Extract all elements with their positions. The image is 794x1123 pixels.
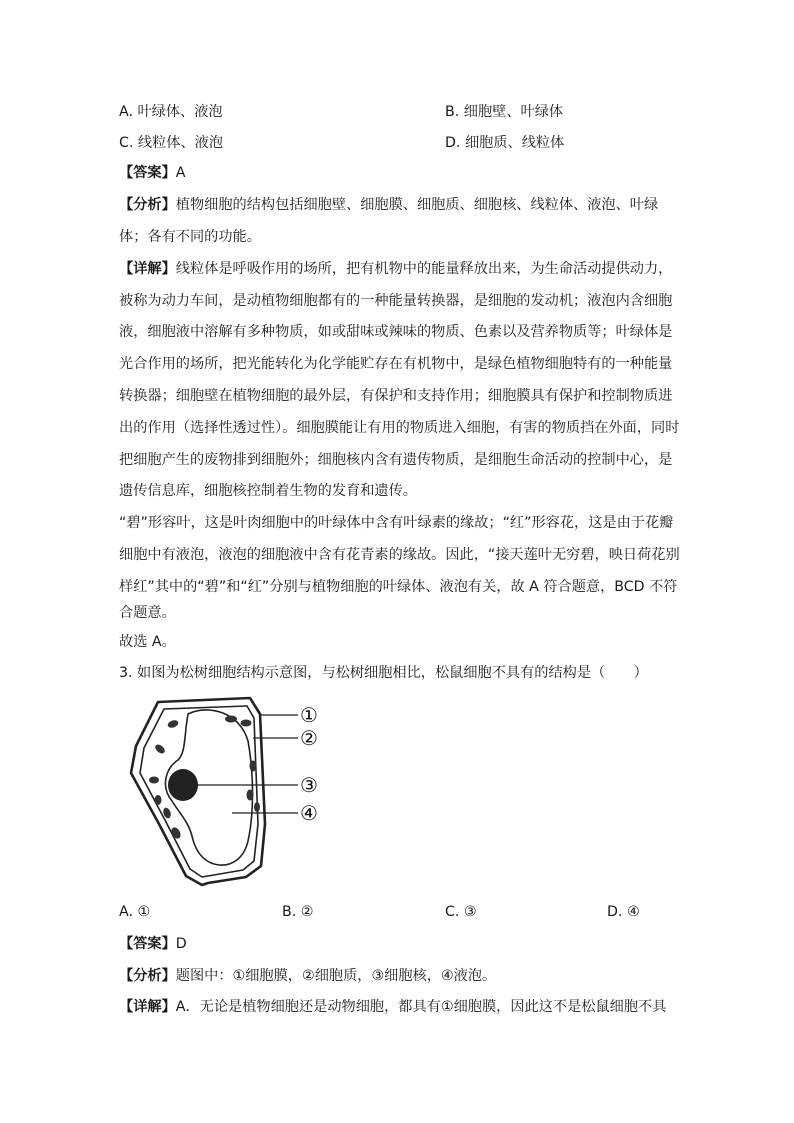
q3-option-b: B. ② xyxy=(282,904,314,920)
q2-detail-line: “碧”形容叶，这是叶肉细胞中的叶绿体中含有叶绿素的缘故；“红”形容花，这是由于花瓣 xyxy=(119,515,674,531)
q2-detail-line: 液，细胞液中溶解有多种物质，如或甜味或辣味的物质、色素以及营养物质等；叶绿体是 xyxy=(119,324,673,340)
q2-detail-line: 遗传信息库，细胞核控制着生物的发育和遗传。 xyxy=(119,483,417,499)
q2-detail-line: 样红”其中的“碧”和“红”分别与植物细胞的叶绿体、液泡有关，故 A 符合题意，BCD 不符 xyxy=(119,579,678,595)
q2-analysis-line xyxy=(119,195,658,215)
q2-option-b: B. 细胞壁、叶绿体 xyxy=(445,104,564,120)
analysis-text: 题图中：①细胞膜，②细胞质，③细胞核，④液泡。 xyxy=(175,968,497,984)
analysis-label: 【分析】 xyxy=(119,968,176,984)
q2-detail-line: 转换器；细胞壁在植物细胞的最外层，有保护和支持作用；细胞膜具有保护和控制物质进 xyxy=(119,388,673,404)
analysis-text: 植物细胞的结构包括细胞壁、细胞膜、细胞质、细胞核、线粒体、液泡、叶绿 xyxy=(175,197,659,213)
q3-question: 3. 如图为松树细胞结构示意图，与松树细胞相比，松鼠细胞不具有的结构是（ ） xyxy=(119,665,648,681)
q2-detail-line: 细胞中有液泡，液泡的细胞液中含有花青素的缘故。因此，“接天莲叶无穷碧，映日荷花别 xyxy=(119,547,680,563)
detail-text: 线粒体是呼吸作用的场所，把有机物中的能量释放出来，为生命活动提供动力， xyxy=(175,261,673,277)
q2-detail-line: 出的作用（选择性透过性）。细胞膜能让有用的物质进入细胞，有害的物质挡在外面，同时 xyxy=(119,420,680,436)
answer-value: D xyxy=(175,936,187,952)
detail-label: 【详解】 xyxy=(119,261,176,277)
detail-label: 【详解】 xyxy=(119,999,176,1015)
analysis-label: 【分析】 xyxy=(119,197,176,213)
q3-option-c: C. ③ xyxy=(445,904,477,920)
q2-answer xyxy=(119,163,185,183)
figure-label-1: ① xyxy=(300,703,318,727)
q2-analysis-line: 体；各有不同的功能。 xyxy=(119,229,261,245)
detail-text: A．无论是植物细胞还是动物细胞，都具有①细胞膜，因此这不是松鼠细胞不具 xyxy=(175,999,667,1015)
answer-value: A xyxy=(175,165,186,181)
answer-label: 【答案】 xyxy=(119,936,176,952)
figure-label-3: ③ xyxy=(300,773,318,797)
q3-option-a: A. ① xyxy=(119,904,151,920)
figure-label-2: ② xyxy=(300,726,318,750)
q2-detail-line: 合题意。 xyxy=(119,605,176,621)
q2-option-a: A. 叶绿体、液泡 xyxy=(119,104,223,120)
q2-option-d: D. 细胞质、线粒体 xyxy=(445,135,565,151)
q2-detail-line xyxy=(119,259,672,279)
q2-option-c: C. 线粒体、液泡 xyxy=(119,135,224,151)
q2-detail-line: 把细胞产生的废物排到细胞外；细胞核内含有遗传物质，是细胞生命活动的控制中心，是 xyxy=(119,452,673,468)
answer-label: 【答案】 xyxy=(119,165,176,181)
figure-label-4: ④ xyxy=(300,801,318,825)
q3-detail xyxy=(119,997,666,1017)
q2-detail-line: 被称为动力车间，是动植物细胞都有的一种能量转换器，是细胞的发动机；液泡内含细胞 xyxy=(119,293,673,309)
q3-answer xyxy=(119,934,187,954)
plant-cell-diagram xyxy=(128,696,328,888)
q2-conclusion: 故选 A。 xyxy=(119,634,176,650)
q3-option-d: D. ④ xyxy=(607,904,640,920)
q3-analysis xyxy=(119,966,496,986)
q2-detail-line: 光合作用的场所，把光能转化为化学能贮存在有机物中，是绿色植物细胞特有的一种能量 xyxy=(119,356,673,372)
